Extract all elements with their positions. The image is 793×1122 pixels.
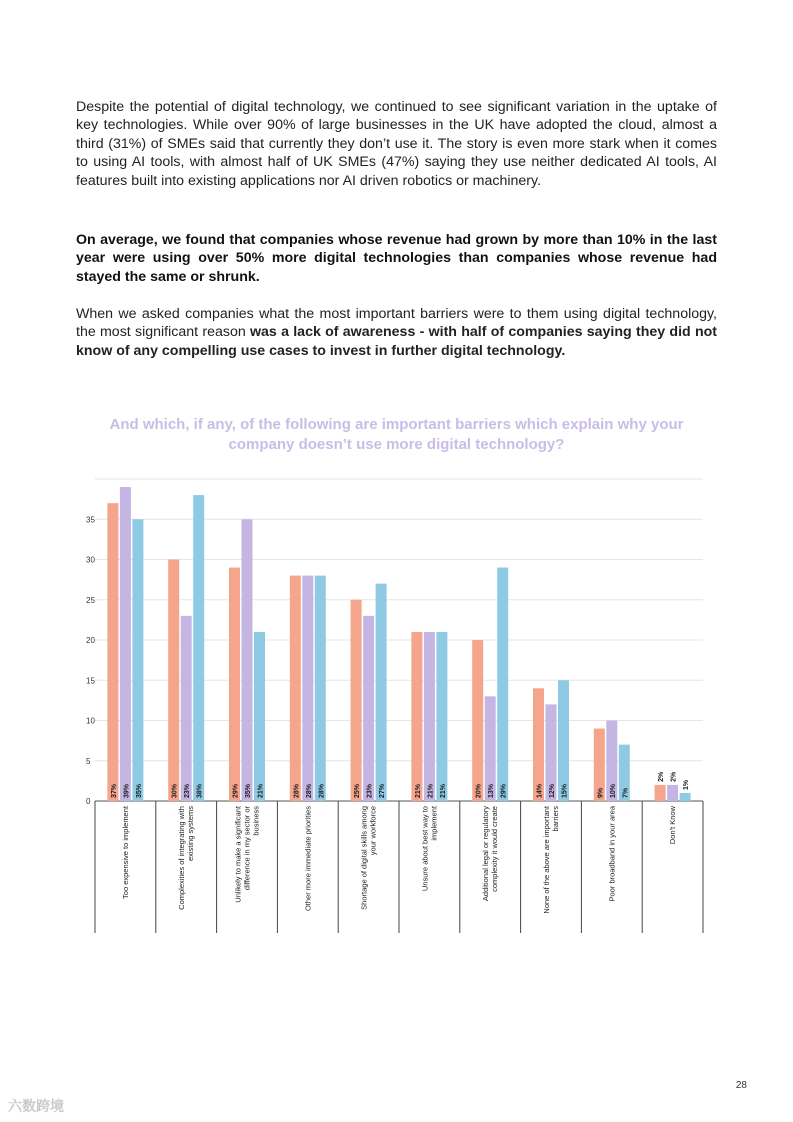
bar-series-2: [120, 487, 131, 801]
y-tick-label: 5: [86, 756, 91, 766]
bar-value-label: 21%: [427, 783, 435, 798]
category-label: Unlikely to make a significant: [233, 806, 243, 903]
bar-value-label: 35%: [135, 783, 143, 798]
category-label: Additional legal or regulatory: [481, 806, 491, 902]
category-label: business: [251, 806, 261, 836]
bar-value-label: 1%: [683, 779, 691, 790]
bar-value-label: 23%: [184, 783, 192, 798]
bar-value-label: 10%: [609, 783, 617, 798]
bar-series-1: [351, 600, 362, 801]
bar-series-1: [472, 640, 483, 801]
bar-series-2: [424, 632, 435, 801]
bar-series-2: [242, 519, 253, 801]
bar-series-2: [181, 616, 192, 801]
bar-value-label: 2%: [670, 771, 678, 782]
bar-value-label: 7%: [622, 787, 630, 798]
watermark-logo: 六数跨境: [8, 1098, 64, 1114]
y-tick-label: 15: [86, 676, 95, 686]
bar-series-1: [229, 568, 240, 801]
category-label: Other more immediate priorities: [303, 806, 313, 912]
y-tick-label: 10: [86, 716, 95, 726]
paragraph-barriers-normal: When we asked companies what the most important barriers were to them using digital technology, the most significant reason: [76, 306, 717, 341]
bar-value-label: 28%: [293, 783, 301, 798]
bar-series-1: [411, 632, 422, 801]
bar-value-label: 29%: [500, 783, 508, 798]
bar-value-label: 15%: [561, 783, 569, 798]
bar-series-3: [376, 584, 387, 801]
bar-value-label: 35%: [245, 783, 252, 798]
bar-series-3: [558, 680, 569, 801]
category-label: complexity it would create: [490, 806, 500, 892]
bar-value-label: 25%: [354, 783, 362, 798]
bar-value-label: 37%: [110, 783, 118, 798]
bar-value-label: 21%: [414, 783, 422, 798]
bar-value-label: 21%: [439, 783, 447, 798]
bar-series-1: [107, 503, 118, 801]
category-label: your workforce: [368, 806, 378, 856]
bar-value-label: 20%: [475, 783, 483, 798]
paragraph-revenue-growth: On average, we found that companies whose revenue had grown by more than 10% in the last year were using over 50% more digital technologies than companies whose revenue had stayed the same or shrunk.: [76, 232, 717, 285]
y-tick-label: 35: [86, 515, 95, 525]
category-label: Poor broadband in your area: [607, 806, 617, 902]
y-tick-label: 0: [86, 797, 91, 806]
bar-value-label: 28%: [305, 783, 313, 798]
bar-series-1: [655, 785, 666, 801]
bar-value-label: 13%: [488, 783, 496, 798]
bar-value-label: 12%: [549, 783, 556, 798]
y-tick-label: 25: [86, 595, 95, 605]
bar-value-label: 9%: [597, 787, 605, 798]
y-tick-label: 20: [86, 636, 95, 645]
category-label: Shortage of digital skills among: [359, 806, 369, 910]
category-label: None of the above are important: [542, 806, 551, 914]
bar-value-label: 23%: [366, 783, 374, 798]
bar-series-3: [132, 519, 143, 801]
paragraph-adoption: Despite the potential of digital technology, we continued to see significant variation in the uptake of key technologies. While over 90% of large businesses in the UK have adopted the cloud, almost a third (31%) of SMEs said that currently they don’t use it. The story is even more stark when it comes to using AI tools, with almost half of UK SMEs (47%) saying they use neither dedicated AI tools, AI features built into existing applications nor AI driven robotics or machinery.: [76, 99, 717, 189]
bar-value-label: 14%: [536, 783, 544, 798]
bar-series-2: [667, 785, 678, 801]
bar-value-label: 29%: [232, 783, 240, 798]
bar-value-label: 30%: [171, 783, 179, 798]
bar-value-label: 21%: [257, 783, 265, 798]
bar-series-3: [497, 568, 508, 801]
category-label: difference in my sector or: [242, 806, 252, 891]
bar-series-3: [436, 632, 447, 801]
chart-title: And which, if any, of the following are important barriers which explain why your company doesn’t use more digital technology?: [109, 416, 684, 453]
bar-series-3: [193, 495, 204, 801]
category-label: Unsure about best way to: [420, 806, 430, 892]
bar-series-2: [363, 616, 374, 801]
category-label: Complexities of integrating with: [177, 806, 187, 910]
category-label: Too expensive to implement: [120, 806, 130, 899]
category-label: Don't Know: [668, 806, 678, 845]
category-label: existing systems: [186, 806, 196, 862]
category-label: barriers: [551, 806, 560, 832]
bar-value-label: 28%: [318, 783, 326, 798]
bar-value-label: 38%: [196, 783, 204, 798]
bar-value-label: 27%: [379, 783, 387, 798]
bar-series-3: [680, 793, 691, 801]
bar-value-label: 2%: [658, 771, 666, 782]
bar-series-1: [290, 576, 301, 801]
bar-series-3: [254, 632, 265, 801]
paragraph-barriers-bold: was a lack of awareness - with half of companies saying they did not know of any compelling use cases to invest in further digital technology.: [76, 324, 717, 359]
y-tick-label: 30: [86, 555, 95, 565]
bar-series-2: [302, 576, 313, 801]
bar-series-3: [315, 576, 326, 801]
category-label: implement: [429, 806, 439, 841]
page-number: 28: [735, 1080, 747, 1091]
bar-series-1: [168, 560, 179, 802]
bar-value-label: 39%: [123, 783, 131, 798]
